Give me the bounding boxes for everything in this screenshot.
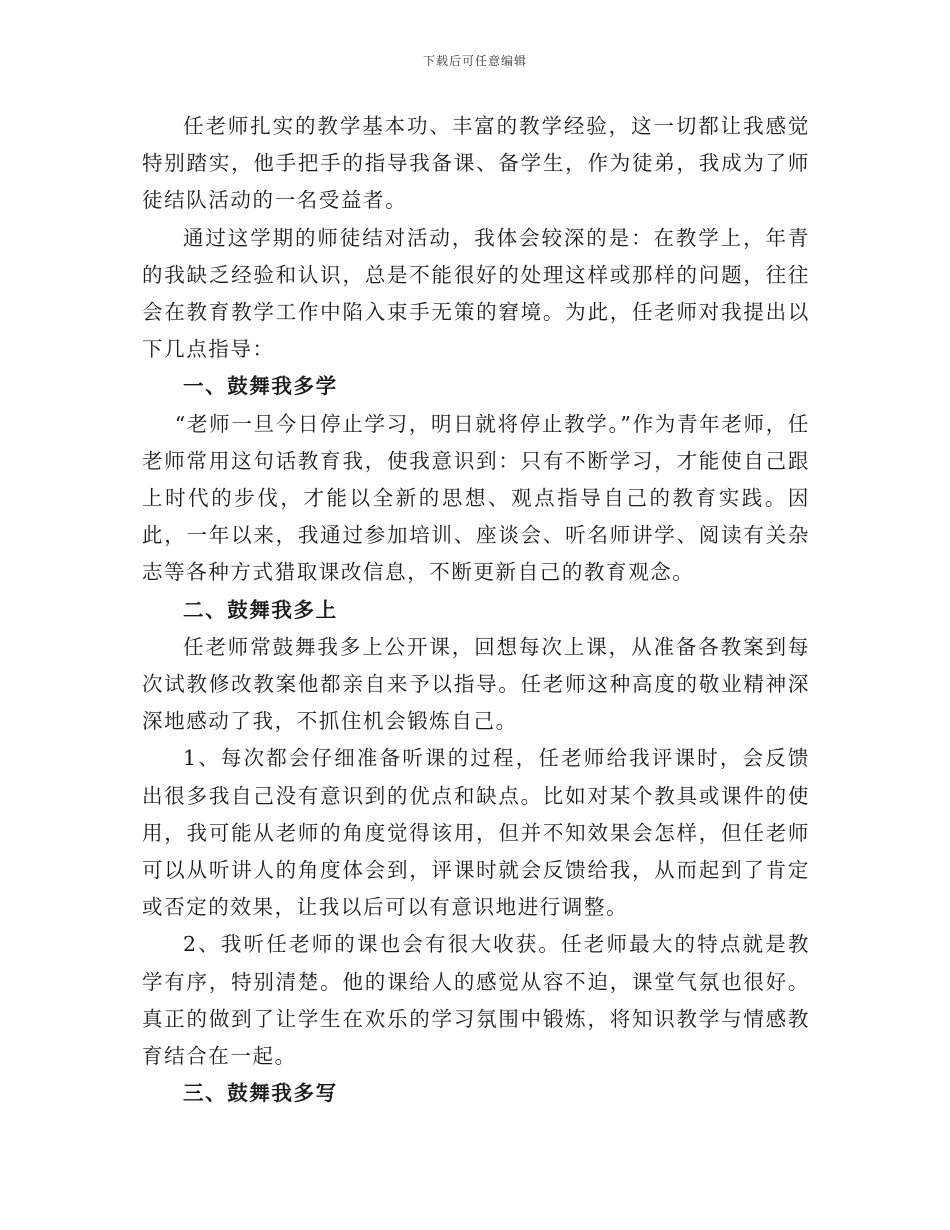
section-heading: 二、鼓舞我多上 [183, 597, 338, 622]
paragraph: 2、我听任老师的课也会有很大收获。任老师最大的特点就是教学有序，特别清楚。他的课给人的感觉从容不迫，课堂气氛也很好。真正的做到了让学生在欢乐的学习氛围中锻炼，将知识教学与情感教育结合在一起。 [142, 932, 810, 1069]
page-header: 下载后可任意编辑 [422, 54, 527, 68]
paragraph: 任老师扎实的教学基本功、丰富的教学经验，这一切都让我感觉特别踏实，他手把手的指导我备课、备学生，作为徒弟，我成为了师徒结队活动的一名受益者。 [142, 114, 810, 213]
paragraph: 通过这学期的师徒结对活动，我体会较深的是：在教学上，年青的我缺乏经验和认识，总是不能很好的处理这样或那样的问题，往往会在教育教学工作中陷入束手无策的窘境。为此，任老师对我提出以下几点指导： [142, 225, 810, 362]
document-body [142, 108, 810, 1112]
section-heading: 一、鼓舞我多学 [183, 374, 338, 399]
paragraph: 1、每次都会仔细准备听课的过程，任老师给我评课时，会反馈出很多我自己没有意识到的优点和缺点。比如对某个教具或课件的使用，我可能从老师的角度觉得该用，但并不知效果会怎样，但任老师可以从听讲人的角度体会到，评课时就会反馈给我，从而起到了肯定或否定的效果，让我以后可以有意识地进行调整。 [142, 746, 810, 920]
paragraph: 任老师常鼓舞我多上公开课，回想每次上课，从准备各教案到每次试教修改教案他都亲自来予以指导。任老师这种高度的敬业精神深深地感动了我，不抓住机会锻炼自己。 [142, 634, 810, 734]
section-heading: 三、鼓舞我多写 [183, 1081, 338, 1106]
paragraph: “老师一旦今日停止学习，明日就将停止教学。”作为青年老师，任老师常用这句话教育我，使我意识到：只有不断学习，才能使自己跟上时代的步伐，才能以全新的思想、观点指导自己的教育实践。因此，一年以来，我通过参加培训、座谈会、听名师讲学、阅读有关杂志等各种方式猎取课改信息，不断更新自己的教育观念。 [142, 411, 810, 585]
